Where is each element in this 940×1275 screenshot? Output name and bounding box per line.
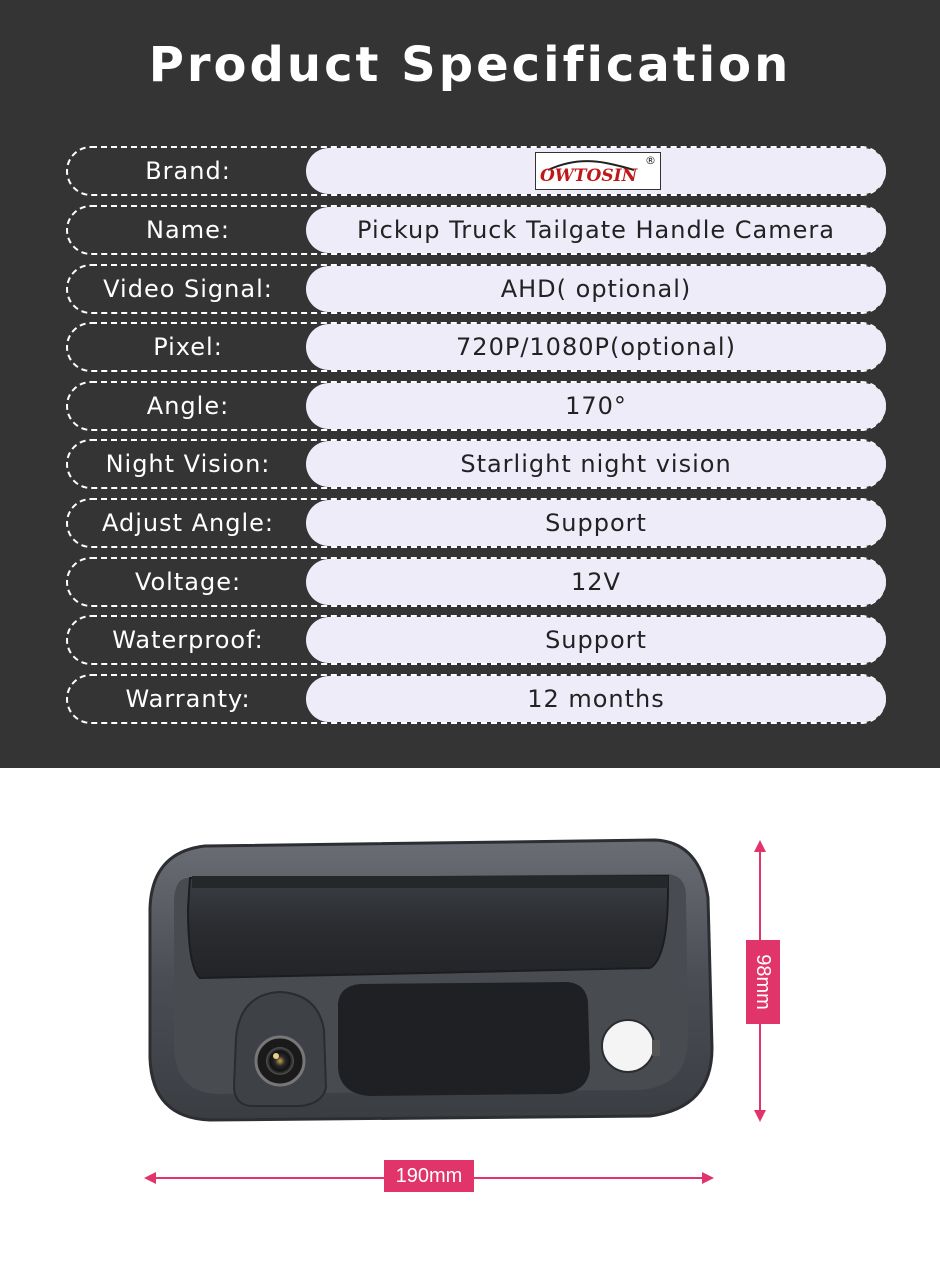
spec-value: Support <box>545 509 647 537</box>
page-title: Product Specification <box>148 37 792 93</box>
spec-row-name <box>66 205 886 255</box>
spec-label: Voltage: <box>134 568 242 596</box>
spec-row-pixel <box>66 322 886 372</box>
spec-value: 12V <box>571 568 621 596</box>
tailgate-handle <box>188 876 668 978</box>
registered-mark: ® <box>645 154 656 167</box>
spec-label: Pixel: <box>153 333 223 361</box>
spec-value-pill <box>306 441 886 487</box>
spec-value-pill <box>306 383 886 429</box>
spec-row-brand <box>66 146 886 196</box>
brand-logo-text: OWTOSIN <box>540 166 638 186</box>
spec-value-pill <box>306 207 886 253</box>
spec-value-pill <box>306 500 886 546</box>
spec-label: Angle: <box>146 392 230 420</box>
spec-value-pill <box>306 148 886 194</box>
keyhole-icon <box>602 1020 654 1072</box>
spec-value: AHD( optional) <box>500 275 692 303</box>
width-dimension-label: 190mm <box>384 1160 474 1192</box>
spec-value-pill <box>306 559 886 605</box>
product-image <box>0 768 940 1275</box>
spec-row-voltage <box>66 557 886 607</box>
spec-value: 12 months <box>527 685 665 713</box>
spec-value: Starlight night vision <box>460 450 732 478</box>
spec-row-waterproof <box>66 615 886 665</box>
spec-label: Night Vision: <box>105 450 271 478</box>
spec-value: Pickup Truck Tailgate Handle Camera <box>357 216 835 244</box>
spec-value: Support <box>545 626 647 654</box>
brand-logo <box>535 152 661 190</box>
height-dimension-label <box>746 940 780 1024</box>
spec-row-warranty <box>66 674 886 724</box>
spec-value: 170° <box>565 392 627 420</box>
handle-cavity <box>338 982 590 1096</box>
spec-value-pill <box>306 324 886 370</box>
spec-row-video-signal <box>66 264 886 314</box>
spec-label: Name: <box>146 216 230 244</box>
spec-value-pill <box>306 676 886 722</box>
spec-label: Adjust Angle: <box>101 509 275 537</box>
spec-label: Brand: <box>145 157 231 185</box>
spec-row-night-vision <box>66 439 886 489</box>
spec-value: 720P/1080P(optional) <box>456 333 736 361</box>
spec-value-pill <box>306 266 886 312</box>
spec-label: Video Signal: <box>103 275 273 303</box>
spec-label: Waterproof: <box>112 626 264 654</box>
spec-label: Warranty: <box>125 685 251 713</box>
height-dimension-text: 98mm <box>752 954 774 1010</box>
spec-row-angle <box>66 381 886 431</box>
spec-row-adjust-angle <box>66 498 886 548</box>
spec-value-pill <box>306 617 886 663</box>
